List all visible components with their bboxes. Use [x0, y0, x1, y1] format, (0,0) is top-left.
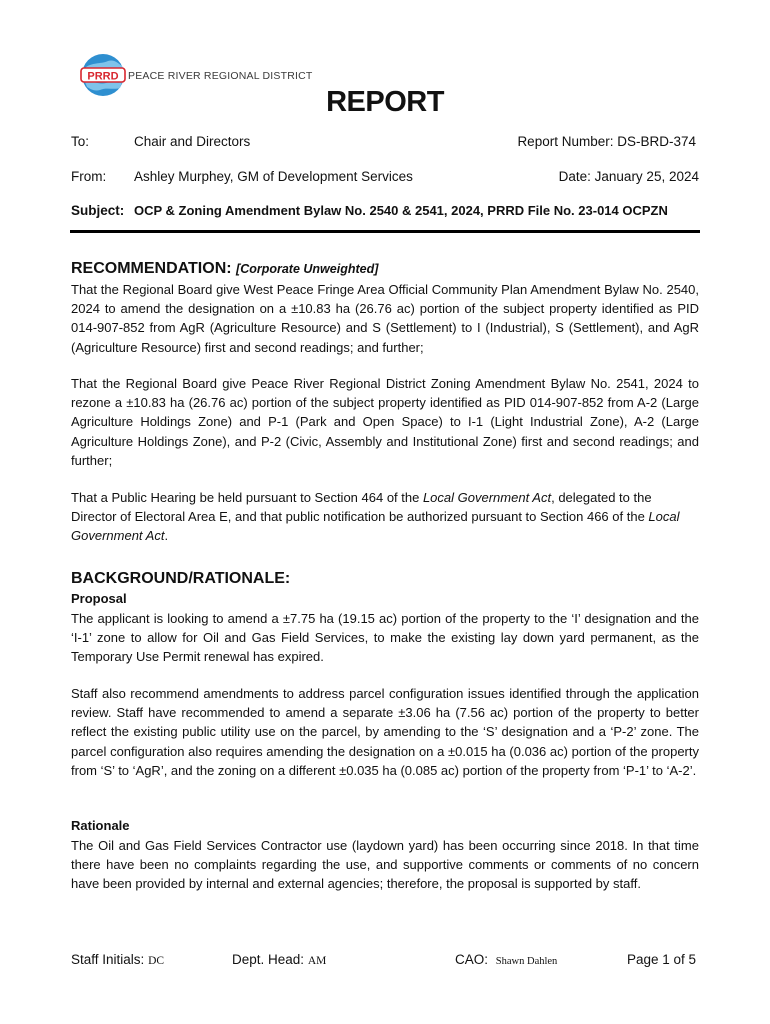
para3-text-a: That a Public Hearing be held pursuant to Section 464 of the: [71, 490, 423, 505]
to-value: Chair and Directors: [134, 134, 251, 149]
org-name: PEACE RIVER REGIONAL DISTRICT: [128, 70, 313, 82]
report-date: Date: January 25, 2024: [558, 169, 699, 184]
footer-staff-initials: [71, 952, 164, 967]
recommendation-subheading: [Corporate Unweighted]: [236, 262, 379, 276]
recommendation-para-3: [71, 488, 699, 546]
proposal-para-1: The applicant is looking to amend a ±7.75 ha (19.15 ac) portion of the property to the ‘I’ designation and the ‘I-1’ zone to allow for Oil and Gas Field Services, to make the existing lay down yard permanent, as the Temporary Use Permit renewal has expired.: [71, 611, 699, 665]
background-heading: BACKGROUND/RATIONALE:: [71, 570, 291, 587]
recommendation-para-2: That the Regional Board give Peace River Regional District Zoning Amendment Bylaw No. 2541, 2024 to rezone a ±10.83 ha (26.76 ac) portion of the subject property identified as PID 014-907-852 from A-2 (Large Agriculture Holdings Zone) and P-1 (Park and Open Space) to I-1 (Light Industrial Zone), A-2 (Large Agriculture Holdings Zone), and P-2 (Civic, Assembly and Institutional Zone) first and second readings; and further;: [71, 376, 699, 468]
dept-head-value: AM: [307, 955, 327, 967]
report-number: Report Number: DS-BRD-374: [517, 134, 696, 149]
footer-dept-head: [232, 952, 326, 967]
from-label: From:: [71, 169, 107, 184]
dept-head-label: Dept. Head:: [232, 952, 305, 967]
para3-text-e: .: [164, 528, 169, 544]
recommendation-para-1: That the Regional Board give West Peace Fringe Area Official Community Plan Amendment Bylaw No. 2540, 2024 to amend the designation on a ±10.83 ha (26.76 ac) portion of the subject property identified as PID 014-907-852 from AgR (Agriculture Resource) and S (Settlement) to I (Industrial), S (Settlement), and AgR (Agriculture Resource) first and second readings; and further;: [71, 282, 699, 355]
footer-cao: [455, 952, 557, 967]
logo-text: PRRD: [87, 70, 119, 83]
page-title: REPORT: [326, 86, 444, 118]
act-reference-1: Local Government Act: [422, 490, 552, 505]
recommendation-heading: [71, 260, 378, 278]
to-label: To:: [71, 134, 90, 149]
cao-label: CAO:: [455, 952, 489, 967]
proposal-heading: Proposal: [71, 591, 127, 606]
page-number: Page 1 of 5: [626, 952, 696, 967]
header-divider: [70, 230, 700, 233]
subject-value: OCP & Zoning Amendment Bylaw No. 2540 & 2541, 2024, PRRD File No. 23-014 OCPZN: [134, 203, 668, 218]
rationale-heading: Rationale: [71, 818, 130, 833]
para3-text-c: , delegated to the Director of Electoral Area E, and that public notification be authorized pursuant to Section 466 of the: [71, 490, 652, 525]
proposal-para-2: Staff also recommend amendments to address parcel configuration issues identified through the application review. Staff have recommended to amend a separate ±3.06 ha (7.56 ac) portion of the property to better reflect the existing public utility use on the parcel, by amending to the ‘S’ designation and a ‘P-2’ zone. The parcel configuration also requires amending the designation on a ±0.015 ha (0.036 ac) portion of the property from ‘S’ to ‘AgR’, and the zoning on a different ±0.035 ha (0.085 ac) portion of the property from ‘P-1’ to ‘A-2’.: [71, 686, 699, 778]
staff-initials-value: DC: [148, 955, 165, 967]
staff-initials-label: Staff Initials:: [71, 952, 145, 967]
cao-value: Shawn Dahlen: [495, 956, 558, 967]
rationale-para: The Oil and Gas Field Services Contractor use (laydown yard) has been occurring since 2018. In that time there have been no complaints regarding the use, and supportive comments or comments of no concern have been provided by internal and external agencies; therefore, the proposal is supported by staff.: [71, 838, 699, 892]
subject-label: Subject:: [71, 203, 125, 218]
act-reference-2: Local Government Act: [71, 509, 680, 544]
from-value: Ashley Murphey, GM of Development Services: [134, 169, 413, 184]
recommendation-title: RECOMMENDATION:: [71, 260, 232, 277]
